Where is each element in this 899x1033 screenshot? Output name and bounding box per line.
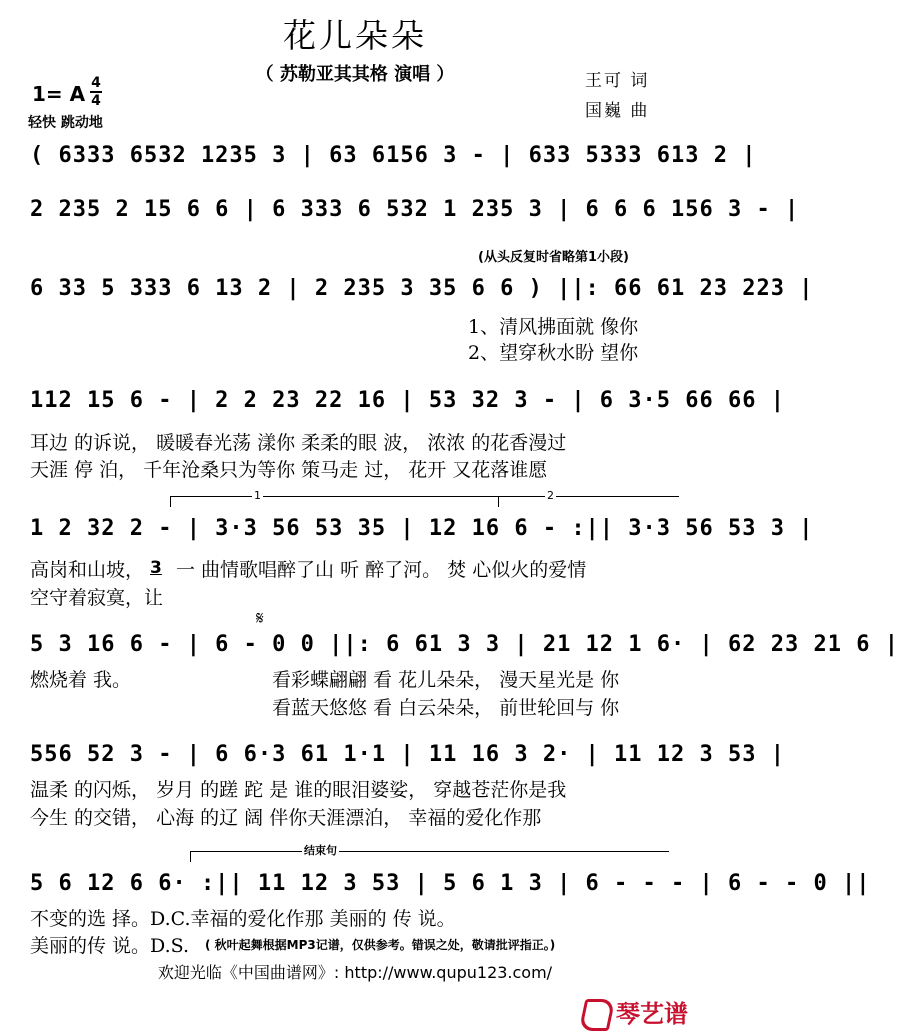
key-signature: 1= A bbox=[32, 82, 86, 106]
notation-line: 6 33 5 333 6 13 2 | 2 235 3 35 6 6 ) ||: 66 61 23 223 | bbox=[30, 276, 814, 301]
composer-credit: 国巍 曲 bbox=[585, 101, 650, 121]
repeat-hint: (从头反复时省略第1小段) bbox=[478, 250, 629, 265]
transcriber-remark: ( 秋叶起舞根据MP3记谱，仅供参考。错误之处，敬请批评指正。) bbox=[205, 938, 556, 952]
lyric-line: 耳边 的诉说， 暖暖春光荡 漾你 柔柔的眼 波， 浓浓 的花香漫过 bbox=[30, 432, 567, 454]
site-logo bbox=[582, 994, 688, 1031]
tempo-marking: 轻快 跳动地 bbox=[28, 115, 103, 131]
notation-line: 5 6 12 6 6· :|| 11 12 3 53 | 5 6 1 3 | 6 - - - | 6 - - 0 || bbox=[30, 871, 871, 896]
lyric-line: 今生 的交错， 心海 的辽 阔 伴你天涯漂泊， 幸福的爱化作那 bbox=[30, 807, 542, 829]
meter-top: 4 bbox=[91, 75, 101, 91]
lyric-line: 1、清风拂面就 像你 bbox=[468, 316, 639, 338]
logo-text: 琴艺谱 bbox=[616, 1000, 688, 1028]
notation-line: 5 3 16 6 - | 6 - 0 0 ||: 6 61 3 3 | 21 12 1 6· | 62 23 21 6 | bbox=[30, 632, 899, 657]
lyric-line: 空守着寂寞，让 bbox=[30, 587, 164, 609]
volta-number-1: 1 bbox=[254, 489, 261, 502]
lyric-line: 天涯 停 泊， 千年沧桑只为等你 策马走 过， 花开 又花落谁愿 bbox=[30, 459, 548, 481]
lyric-line: 看蓝天悠悠 看 白云朵朵， 前世轮回与 你 bbox=[272, 697, 620, 719]
meter-bottom: 4 bbox=[91, 93, 101, 109]
notation-line: 112 15 6 - | 2 2 23 22 16 | 53 32 3 - | 6 3·5 66 66 | bbox=[30, 388, 785, 413]
footer-link[interactable]: 欢迎光临《中国曲谱网》: http://www.qupu123.com/ bbox=[157, 963, 553, 982]
page-title: 花儿朵朵 bbox=[283, 16, 427, 55]
notation-line: 556 52 3 - | 6 6·3 61 1·1 | 11 16 3 2· | 11 12 3 53 | bbox=[30, 742, 785, 767]
coda-label: 结束句 bbox=[304, 844, 337, 857]
lyric-line: 美丽的传 说。D.S. bbox=[30, 935, 190, 957]
lyric-line: 高岗和山坡， bbox=[30, 559, 145, 581]
time-signature bbox=[90, 75, 102, 109]
volta-number-2: 2 bbox=[547, 489, 554, 502]
lyric-line: 2、望穿秋水盼 望你 bbox=[468, 342, 639, 364]
lyric-line: 一 曲情歌唱醉了山 听 醉了河。 焚 心似火的爱情 bbox=[176, 559, 587, 581]
lyric-line: 不变的选 择。D.C.幸福的爱化作那 美丽的 传 说。 bbox=[30, 908, 456, 930]
verse-marker: 3 bbox=[150, 558, 162, 578]
volta-bracket-1 bbox=[170, 496, 499, 507]
volta-bracket-2 bbox=[498, 496, 679, 507]
coda-bracket bbox=[190, 851, 669, 862]
lyric-line: 燃烧着 我。 bbox=[30, 669, 132, 691]
segno-sign: 𝄋 bbox=[256, 608, 264, 629]
notation-line: 1 2 32 2 - | 3·3 56 53 35 | 12 16 6 - :|| 3·3 56 53 3 | bbox=[30, 516, 814, 541]
lyricist-credit: 王可 词 bbox=[585, 71, 650, 91]
lyric-line: 看彩蝶翩翩 看 花儿朵朵， 漫天星光是 你 bbox=[272, 669, 620, 691]
singer-subtitle: （ 苏勒亚其其格 演唱 ） bbox=[255, 64, 455, 85]
lyric-line: 温柔 的闪烁， 岁月 的蹉 跎 是 谁的眼泪婆娑， 穿越苍茫你是我 bbox=[30, 779, 567, 801]
notation-line: ( 6333 6532 1235 3 | 63 6156 3 - | 633 5333 613 2 | bbox=[30, 143, 757, 168]
logo-icon bbox=[579, 999, 616, 1031]
notation-line: 2 235 2 15 6 6 | 6 333 6 532 1 235 3 | 6 6 6 156 3 - | bbox=[30, 197, 800, 222]
